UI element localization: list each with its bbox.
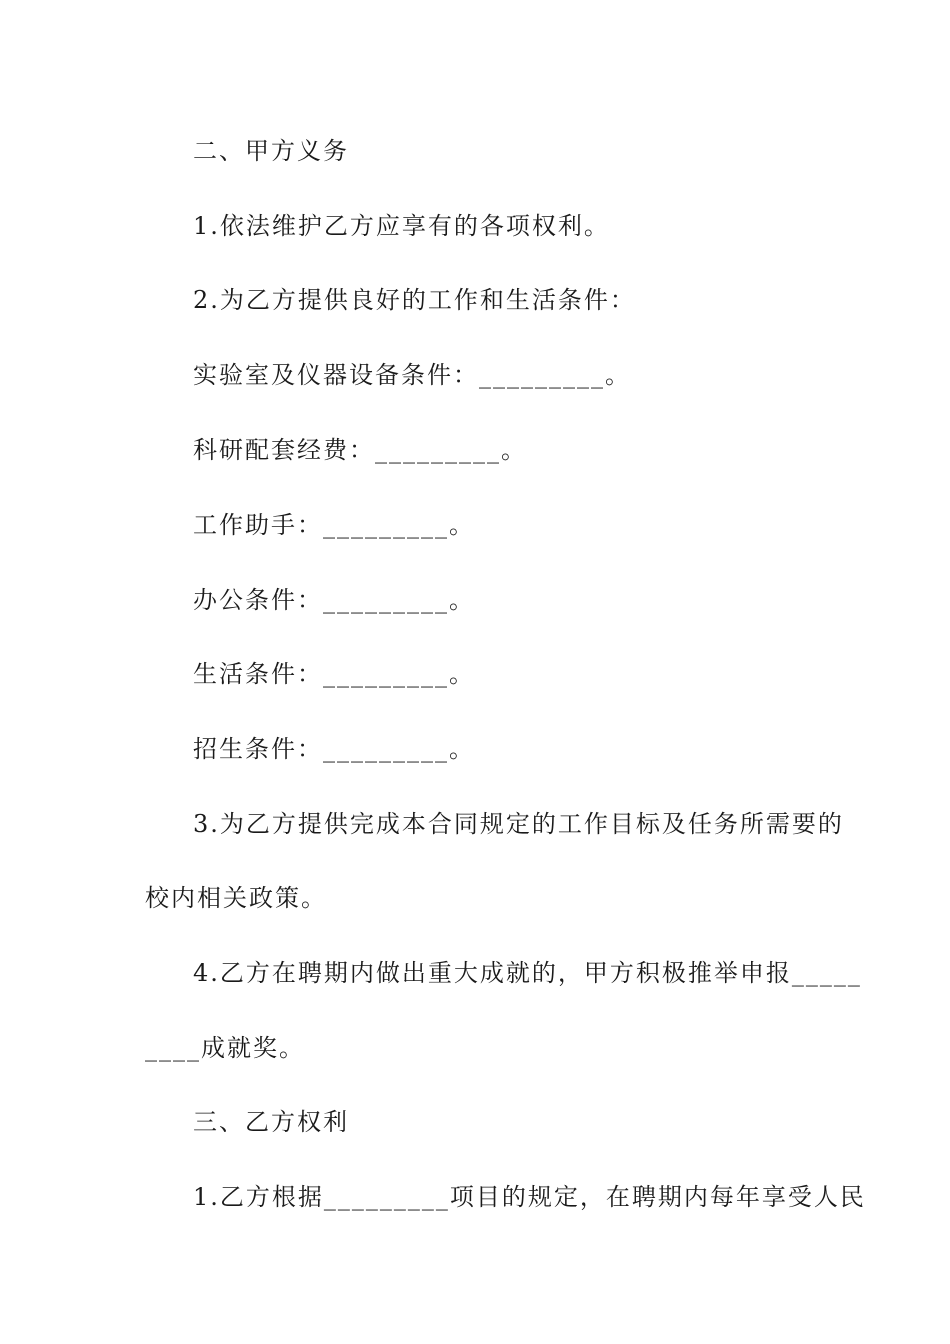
condition-office: 办公条件：_________。 <box>193 586 475 614</box>
obligation-item-4-line-2: ____成就奖。 <box>145 1034 305 1062</box>
section-heading-party-a-obligations: 二、甲方义务 <box>193 137 349 165</box>
obligation-item-4-line-1: 4.乙方在聘期内做出重大成就的，甲方积极推举申报_____ <box>193 959 862 987</box>
condition-research-funding: 科研配套经费：_________。 <box>193 436 527 464</box>
rights-item-1: 1.乙方根据_________项目的规定，在聘期内每年享受人民 <box>193 1183 866 1211</box>
condition-work-assistant: 工作助手：_________。 <box>193 511 475 539</box>
condition-lab-equipment: 实验室及仪器设备条件：_________。 <box>193 361 631 389</box>
section-heading-party-b-rights: 三、乙方权利 <box>193 1108 349 1136</box>
obligation-item-2: 2.为乙方提供良好的工作和生活条件： <box>193 286 636 314</box>
obligation-item-3-line-1: 3.为乙方提供完成本合同规定的工作目标及任务所需要的 <box>193 810 844 838</box>
obligation-item-3-line-2: 校内相关政策。 <box>145 884 327 912</box>
condition-enrollment: 招生条件：_________。 <box>193 735 475 763</box>
obligation-item-1: 1.依法维护乙方应享有的各项权利。 <box>193 212 610 240</box>
condition-living: 生活条件：_________。 <box>193 660 475 688</box>
